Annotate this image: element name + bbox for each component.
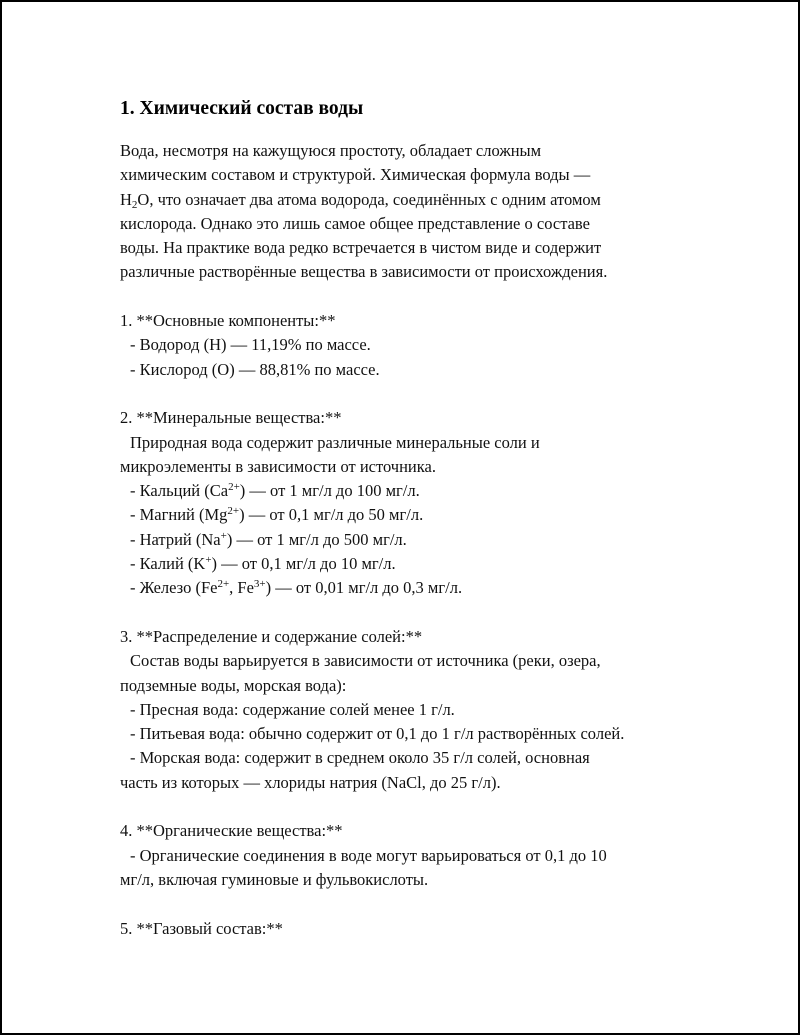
section-text: подземные воды, морская вода): xyxy=(120,675,347,695)
section-text: Состав воды варьируется в зависимости от источника (реки, озера, xyxy=(130,651,601,671)
spacer xyxy=(120,795,720,819)
list-item: - Морская вода: содержит в среднем около 35 г/л солей, основная xyxy=(130,748,590,768)
section-organic xyxy=(120,819,720,892)
section-heading: 2. **Минеральные вещества:** xyxy=(120,408,342,428)
intro-paragraph xyxy=(120,139,720,285)
spacer xyxy=(120,892,720,916)
item-text: - Железо (Fe xyxy=(130,578,218,598)
ion-charge: 3+ xyxy=(253,578,266,591)
intro-line: химическим составом и структурой. Химическая формула воды — xyxy=(120,165,591,185)
list-item-magnesium xyxy=(120,503,720,527)
ion-charge: 2+ xyxy=(217,578,230,591)
intro-text: O, что означает два атома водорода, соединённых с одним атомом xyxy=(137,189,601,209)
formula-h: H xyxy=(120,189,132,209)
list-item: - Кислород (O) — 88,81% по массе. xyxy=(130,359,380,379)
section-gases xyxy=(120,917,720,941)
page-title: 1. Химический состав воды xyxy=(120,98,364,119)
list-item: - Водород (H) — 11,19% по массе. xyxy=(130,335,371,355)
spacer xyxy=(120,382,720,406)
item-text: - Магний (Mg xyxy=(130,505,228,525)
item-text: , Fe xyxy=(229,578,254,598)
list-item: - Органические соединения в воде могут варьироваться от 0,1 до 10 xyxy=(130,845,607,865)
list-item: - Питьевая вода: обычно содержит от 0,1 до 1 г/л растворённых солей. xyxy=(130,724,625,744)
section-heading: 3. **Распределение и содержание солей:** xyxy=(120,626,423,646)
intro-line: различные растворённые вещества в зависимости от происхождения. xyxy=(120,262,608,282)
section-text: микроэлементы в зависимости от источника. xyxy=(120,456,436,476)
section-main-components xyxy=(120,309,720,382)
item-text: ) — от 1 мг/л до 500 мг/л. xyxy=(226,529,407,549)
intro-line-formula xyxy=(120,188,720,212)
item-text: - Кальций (Ca xyxy=(130,481,229,501)
section-heading: 5. **Газовый состав:** xyxy=(120,918,283,938)
list-item-calcium xyxy=(120,479,720,503)
intro-line: воды. На практике вода редко встречается в чистом виде и содержит xyxy=(120,238,602,258)
ion-charge: + xyxy=(205,554,212,567)
item-text: - Калий (K xyxy=(130,554,206,574)
spacer xyxy=(120,601,720,625)
section-text: Природная вода содержит различные минеральные соли и xyxy=(130,432,540,452)
list-item-continuation: мг/л, включая гуминовые и фульвокислоты. xyxy=(120,869,429,889)
intro-line: кислорода. Однако это лишь самое общее представление о составе xyxy=(120,213,590,233)
list-item-iron xyxy=(120,576,720,600)
formula-subscript: 2 xyxy=(131,198,138,211)
ion-charge: + xyxy=(220,529,227,542)
item-text: ) — от 0,1 мг/л до 10 мг/л. xyxy=(211,554,396,574)
section-salts xyxy=(120,625,720,795)
item-text: ) — от 0,1 мг/л до 50 мг/л. xyxy=(239,505,424,525)
list-item-potassium xyxy=(120,552,720,576)
intro-line: Вода, несмотря на кажущуюся простоту, обладает сложным xyxy=(120,141,542,160)
item-text: - Натрий (Na xyxy=(130,529,221,549)
list-item-continuation: часть из которых — хлориды натрия (NaCl, до 25 г/л). xyxy=(120,772,501,792)
spacer xyxy=(120,285,720,309)
list-item: - Пресная вода: содержание солей менее 1 г/л. xyxy=(130,699,455,719)
section-heading: 4. **Органические вещества:** xyxy=(120,821,343,841)
document-body xyxy=(120,96,720,941)
item-text: ) — от 1 мг/л до 100 мг/л. xyxy=(239,481,420,501)
section-heading: 1. **Основные компоненты:** xyxy=(120,311,336,331)
section-minerals xyxy=(120,406,720,600)
ion-charge: 2+ xyxy=(227,505,240,518)
list-item-sodium xyxy=(120,528,720,552)
ion-charge: 2+ xyxy=(228,481,240,494)
item-text: ) — от 0,01 мг/л до 0,3 мг/л. xyxy=(265,578,463,598)
